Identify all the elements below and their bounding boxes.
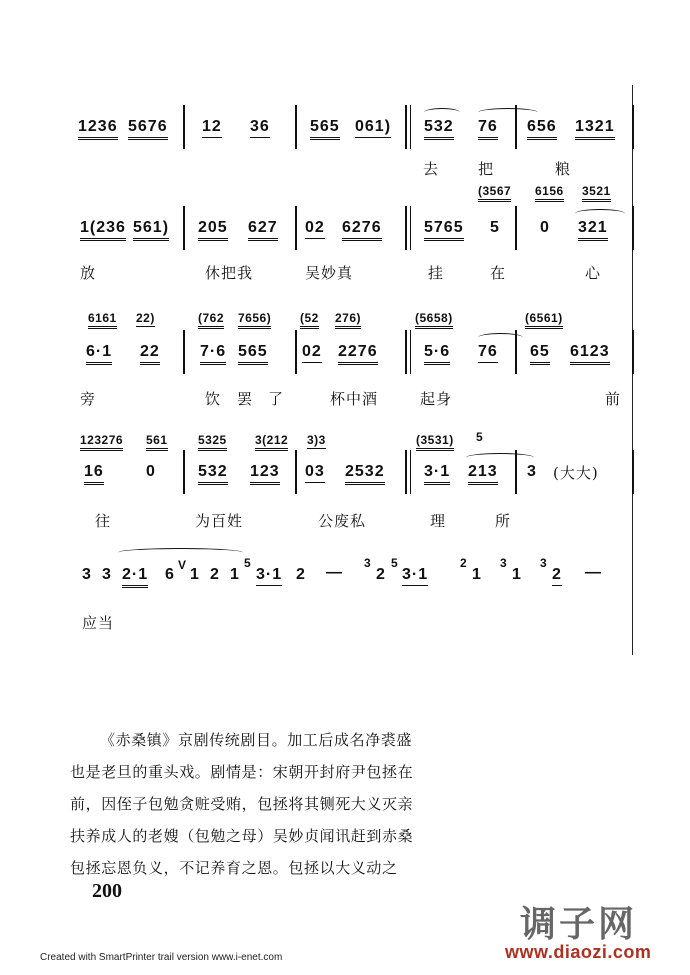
barline (632, 330, 634, 374)
ornament-group: 6161 (88, 311, 117, 329)
double-barline (405, 330, 407, 374)
lyric: 往 (95, 512, 112, 530)
note-group: 3 (527, 463, 537, 480)
double-barline (405, 206, 407, 250)
ornament-group: (52 (300, 311, 319, 329)
note-group: 02 (302, 343, 322, 363)
note: 1 (512, 566, 522, 583)
slur (466, 453, 534, 462)
grace-note: 2 (460, 556, 468, 570)
note: 1 (230, 566, 240, 583)
ornament-group: (5658) (415, 311, 453, 329)
note-group: 02 (305, 219, 325, 239)
barline (632, 450, 634, 494)
grace-note: 5 (476, 430, 484, 444)
note-group: 7·6 (200, 343, 226, 365)
note: 3 (82, 566, 92, 583)
barline (515, 105, 517, 149)
barline (295, 206, 297, 250)
note: 6 (165, 566, 175, 583)
ornament-group: 3)3 (307, 433, 326, 447)
prose-line: 也是老旦的重头戏。剧情是：宋朝开封府尹包拯在 (70, 763, 414, 781)
grace-note: 3 (500, 556, 508, 570)
lyric: 吴妙真 (305, 264, 354, 282)
double-barline (410, 330, 411, 374)
dash: — (585, 564, 602, 581)
note-group: 565 (310, 118, 340, 140)
note: 3·1 (402, 566, 428, 586)
dash: — (326, 564, 343, 581)
lyric: 去 (423, 160, 440, 178)
note-group: 2532 (345, 463, 385, 485)
note-group: 22 (140, 343, 160, 365)
note-group: 5765 (424, 219, 464, 241)
note-group: 561) (133, 219, 169, 241)
ornament-group: 22) (136, 311, 155, 325)
grace-note: 3 (540, 556, 548, 570)
double-barline (405, 450, 407, 494)
ornament-group: 3(212 (255, 433, 288, 451)
ornament-group: 7656) (238, 311, 271, 329)
double-barline (410, 105, 411, 149)
note-group: 1(236 (80, 219, 126, 241)
lyric: 放 (80, 264, 97, 282)
note: 1 (190, 566, 200, 583)
note-group: 1236 (78, 118, 118, 140)
note: 3 (102, 566, 112, 583)
lyric: 把 (478, 160, 495, 178)
barline (515, 206, 517, 250)
lyric: 前 (605, 390, 622, 408)
note-group: 123 (250, 463, 280, 485)
lyric: 休把我 (205, 264, 254, 282)
note-group: 6·1 (86, 343, 112, 365)
breath-mark: V (178, 558, 187, 572)
note: 2 (552, 566, 562, 586)
note: 2·1 (122, 566, 148, 588)
note-group: 532 (424, 118, 454, 140)
watermark-title: 调子网 (520, 904, 638, 945)
note-group: 627 (248, 219, 278, 241)
note-group: 061) (355, 118, 391, 138)
note-group: 65 (530, 343, 550, 365)
note: 2 (210, 566, 220, 583)
note-group: 36 (250, 118, 270, 138)
slur (478, 108, 538, 117)
ornament-group: 561 (146, 433, 168, 451)
watermark-url: www.diaozi.com (505, 942, 652, 962)
note-group: 1321 (575, 118, 615, 140)
note-group: 0 (540, 219, 550, 236)
grace-note: 3 (364, 556, 372, 570)
note-group: 5 (490, 219, 500, 236)
barline (295, 330, 297, 374)
ornament-group: 123276 (80, 433, 123, 451)
note: 2 (376, 566, 386, 583)
double-barline (410, 206, 411, 250)
ornament-group: 6156 (535, 184, 564, 202)
barline (515, 450, 517, 494)
note-group: 205 (198, 219, 228, 241)
note: 1 (472, 566, 482, 583)
note: 2 (296, 566, 306, 583)
barline (632, 105, 634, 149)
note-group: 321 (578, 219, 608, 241)
ornament-group: (3531) (416, 433, 454, 451)
note-group: 3·1 (424, 463, 450, 485)
note-group: 532 (198, 463, 228, 485)
lyric: 所 (495, 512, 512, 530)
lyric: 杯中酒 (330, 390, 379, 408)
ornament-group: (6561) (525, 311, 563, 329)
lyric: 了 (268, 390, 285, 408)
lyric: 为百姓 (195, 512, 244, 530)
note-group: 76 (478, 118, 498, 140)
note-group: 565 (238, 343, 268, 365)
double-barline (410, 450, 411, 494)
barline (632, 206, 634, 250)
ornament-group: 5325 (198, 433, 227, 451)
note-group: 2276 (338, 343, 378, 365)
prose-line: 包拯忘恩负义，不记养育之恩。包拯以大义动之 (70, 859, 398, 877)
barline (183, 206, 185, 250)
note-group: 12 (202, 118, 222, 138)
lyric: 在 (490, 264, 507, 282)
prose-line: 扶养成人的老嫂（包勉之母）吴妙贞闻讯赶到赤桑 (70, 827, 414, 845)
lyric: 饮 (205, 390, 222, 408)
page-number: 200 (92, 880, 122, 902)
grace-note: 5 (244, 556, 252, 570)
prose-line: 《赤桑镇》京剧传统剧目。加工后成名净裘盛 (100, 731, 413, 749)
lyric: 公废私 (318, 512, 367, 530)
slur (575, 209, 625, 218)
note-group: 5·6 (424, 343, 450, 365)
note-group: 656 (527, 118, 557, 140)
ornament-group: (3567 (478, 184, 511, 202)
prose-line: 前，因侄子包勉贪赃受贿，包拯将其铡死大义灭亲 (70, 795, 414, 813)
note-group: 0 (146, 463, 156, 480)
note-group: 6123 (570, 343, 610, 365)
lyric: 心 (585, 264, 602, 282)
note-group: 03 (305, 463, 325, 483)
barline (183, 330, 185, 374)
barline (295, 105, 297, 149)
note-group: 213 (468, 463, 498, 485)
ornament-group: (762 (198, 311, 224, 329)
double-barline (405, 105, 407, 149)
lyric: 起身 (420, 390, 453, 408)
note: 3·1 (256, 566, 282, 586)
barline (295, 450, 297, 494)
grace-note: 5 (391, 556, 399, 570)
lyric: 旁 (80, 390, 97, 408)
barline (515, 330, 517, 374)
lyric: 挂 (428, 264, 445, 282)
lyric: 理 (430, 512, 447, 530)
ornament-group: 276) (335, 311, 361, 329)
lyric: 粮 (555, 160, 572, 178)
lyric: 罢 (237, 390, 254, 408)
percussion-cue: (大大) (553, 464, 599, 482)
note-group: 16 (84, 463, 104, 485)
note-group: 5676 (128, 118, 168, 140)
slur (424, 108, 460, 117)
barline (183, 450, 185, 494)
note-group: 76 (478, 343, 498, 363)
lyric: 应当 (82, 614, 115, 632)
footer-credit: Created with SmartPrinter trail version www.i-enet.com (40, 952, 283, 963)
barline (183, 105, 185, 149)
slur (118, 548, 243, 557)
ornament-group: 3521 (582, 184, 611, 202)
note-group: 6276 (342, 219, 382, 241)
